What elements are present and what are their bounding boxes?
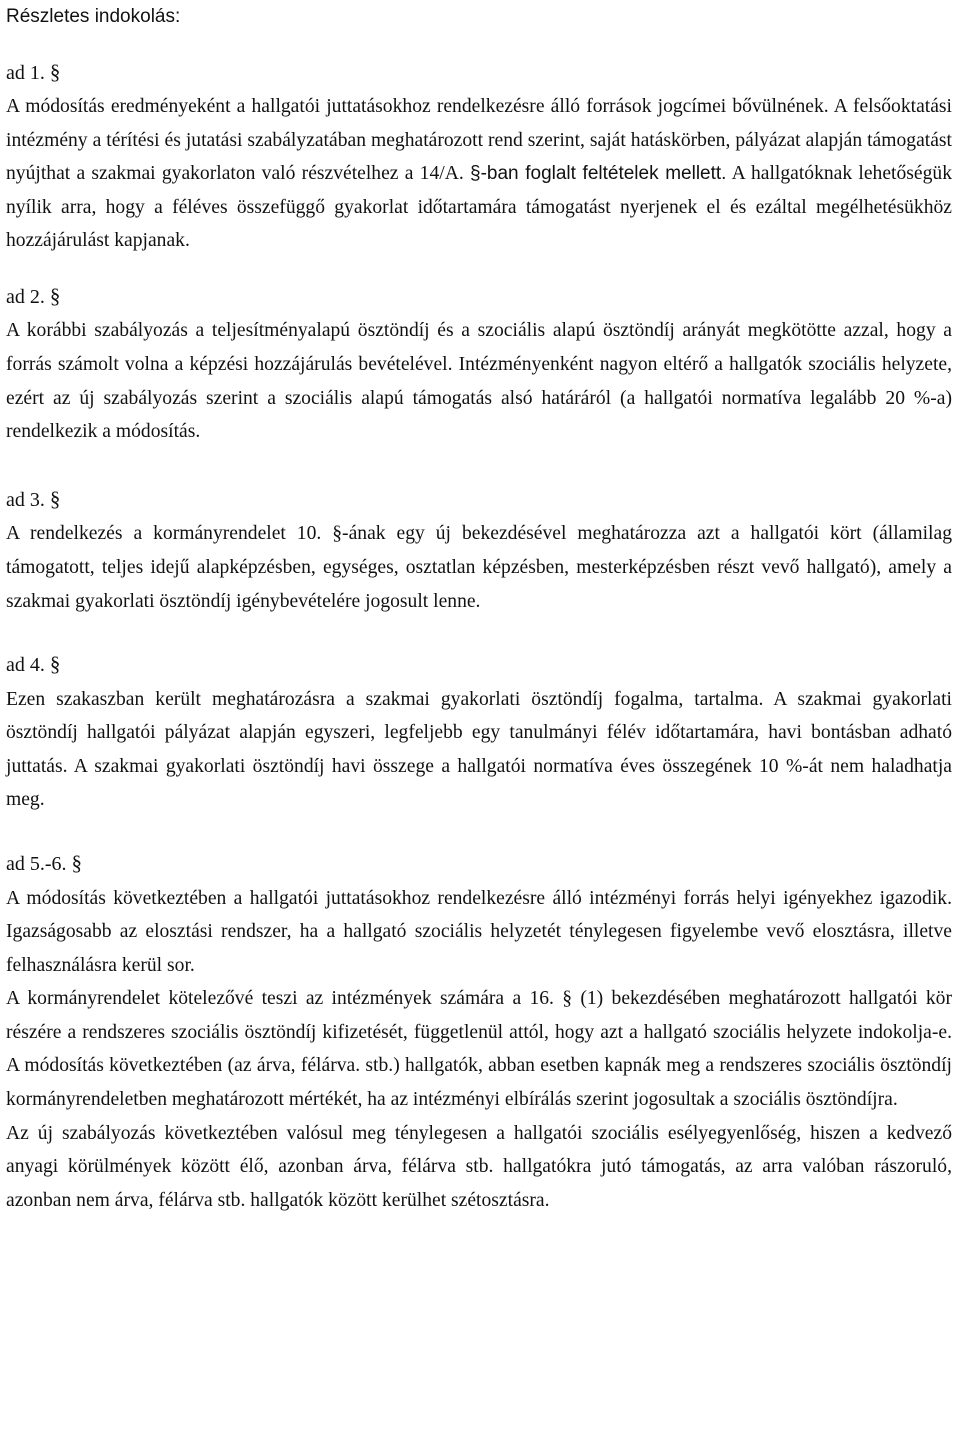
- section-4-paragraph: Ezen szakaszban került meghatározásra a szakmai gyakorlati ösztöndíj fogalma, tartalma. A szakmai gyakorlati ösztöndíj hallgatói pályázat alapján egyszeri, legfeljebb egy tanulmányi félév időtartamára, havi bontásban adható juttatás. A szakmai gyakorlati ösztöndíj havi összege a hallgatói normatíva éves összegének 10 %-át nem haladhatja meg.: [6, 688, 952, 811]
- document-page: [6, 0, 952, 1217]
- section-5-paragraph-3: Az új szabályozás következtében valósul meg ténylegesen a hallgatói szociális esélyegyenlőség, hiszen a kedvező anyagi körülmények között élő, azonban árva, félárva stb. hallgatókra jutó támogatás, az arra valóban rászoruló, azonban nem árva, félárva stb. hallgatók között kerülhet szétosztásra.: [6, 1122, 952, 1211]
- paragraph-sign-icon: §: [49, 486, 61, 511]
- section-label-ad-3: [6, 483, 952, 518]
- section-1-text-part-1: A módosítás eredményeként a hallgatói juttatásokhoz rendelkezésre álló források jogcímei bővülnének. A felsőoktatási intézmény a térítési és jutatási szabályzatában meghatározott rend szerint, saját hatáskörben, pályázat alapján támogatást nyújthat a szakmai gyakorlaton való részvételhez a 14/A.: [6, 96, 952, 185]
- section-label-text: ad 4.: [6, 654, 45, 677]
- section-3-paragraph: A rendelkezés a kormányrendelet 10. §-ának egy új bekezdésével meghatározza azt a hallgatói kört (államilag támogatott, teljes idejű alapképzésben, egységes, osztatlan képzésben, mesterképzésben részt vevő hallgató), amely a szakmai gyakorlati ösztöndíj igénybevételére jogosult lenne.: [6, 523, 952, 612]
- paragraph-sign-icon: §: [71, 851, 83, 875]
- section-label-text: ad 5.-6.: [6, 853, 67, 875]
- section-1-text-part-2: §-ban foglalt feltételek mellett.: [470, 163, 727, 185]
- section-2-paragraph: A korábbi szabályozás a teljesítményalapú ösztöndíj és a szociális alapú ösztöndíj arányát megkötötte azzal, hogy a forrás számolt volna a képzési hozzájárulás bevételével. Intézményenként nagyon eltérő a hallgatók szociális helyzete, ezért az új szabályozás szerint a szociális alapú támogatás alsó határáról (a hallgatói normatíva legalább 20 %-a) rendelkezik a módosítás.: [6, 320, 952, 443]
- section-label-text: ad 2.: [6, 285, 45, 308]
- section-label-ad-1: [6, 56, 952, 91]
- section-5-paragraph-1: A módosítás következtében a hallgatói juttatásokhoz rendelkezésre álló intézményi forrás helyi igényekhez igazodik. Igazságosabb az elosztási rendszer, ha a hallgató szociális helyzetét ténylegesen figyelembe vevő elosztásra, illetve felhasználásra kerül sor.: [6, 887, 952, 976]
- section-label-ad-2: [6, 280, 952, 315]
- section-1-paragraph: [6, 90, 952, 258]
- paragraph-sign-icon: §: [49, 59, 61, 84]
- section-label-ad-4: [6, 648, 952, 683]
- document-title: Részletes indokolás:: [6, 6, 181, 27]
- paragraph-sign-icon: §: [49, 652, 61, 677]
- section-5-paragraph-2: A kormányrendelet kötelezővé teszi az intézmények számára a 16. § (1) bekezdésében meghatározott hallgatói kör részére a rendszeres szociális ösztöndíj kifizetését, függetlenül attól, hogy azt a hallgató szociális helyzete indokolja-e. A módosítás következtében (az árva, félárva. stb.) hallgatók, abban esetben kapnák meg a rendszeres szociális ösztöndíj kormányrendeletben meghatározott mértékét, ha az intézményi elbírálás szerint jogosultak a szociális ösztöndíjra.: [6, 988, 952, 1111]
- section-label-text: ad 1.: [6, 61, 45, 84]
- section-label-text: ad 3.: [6, 488, 45, 511]
- section-1-text-part-3: A hallgatóknak lehetőségük nyílik arra, hogy a féléves összefüggő gyakorlat időtartamára támogatást nyerjenek el és ezáltal megélhetésükhöz hozzájárulást kapjanak.: [6, 163, 952, 252]
- section-label-ad-5-6: [6, 847, 952, 882]
- paragraph-sign-icon: §: [49, 283, 61, 308]
